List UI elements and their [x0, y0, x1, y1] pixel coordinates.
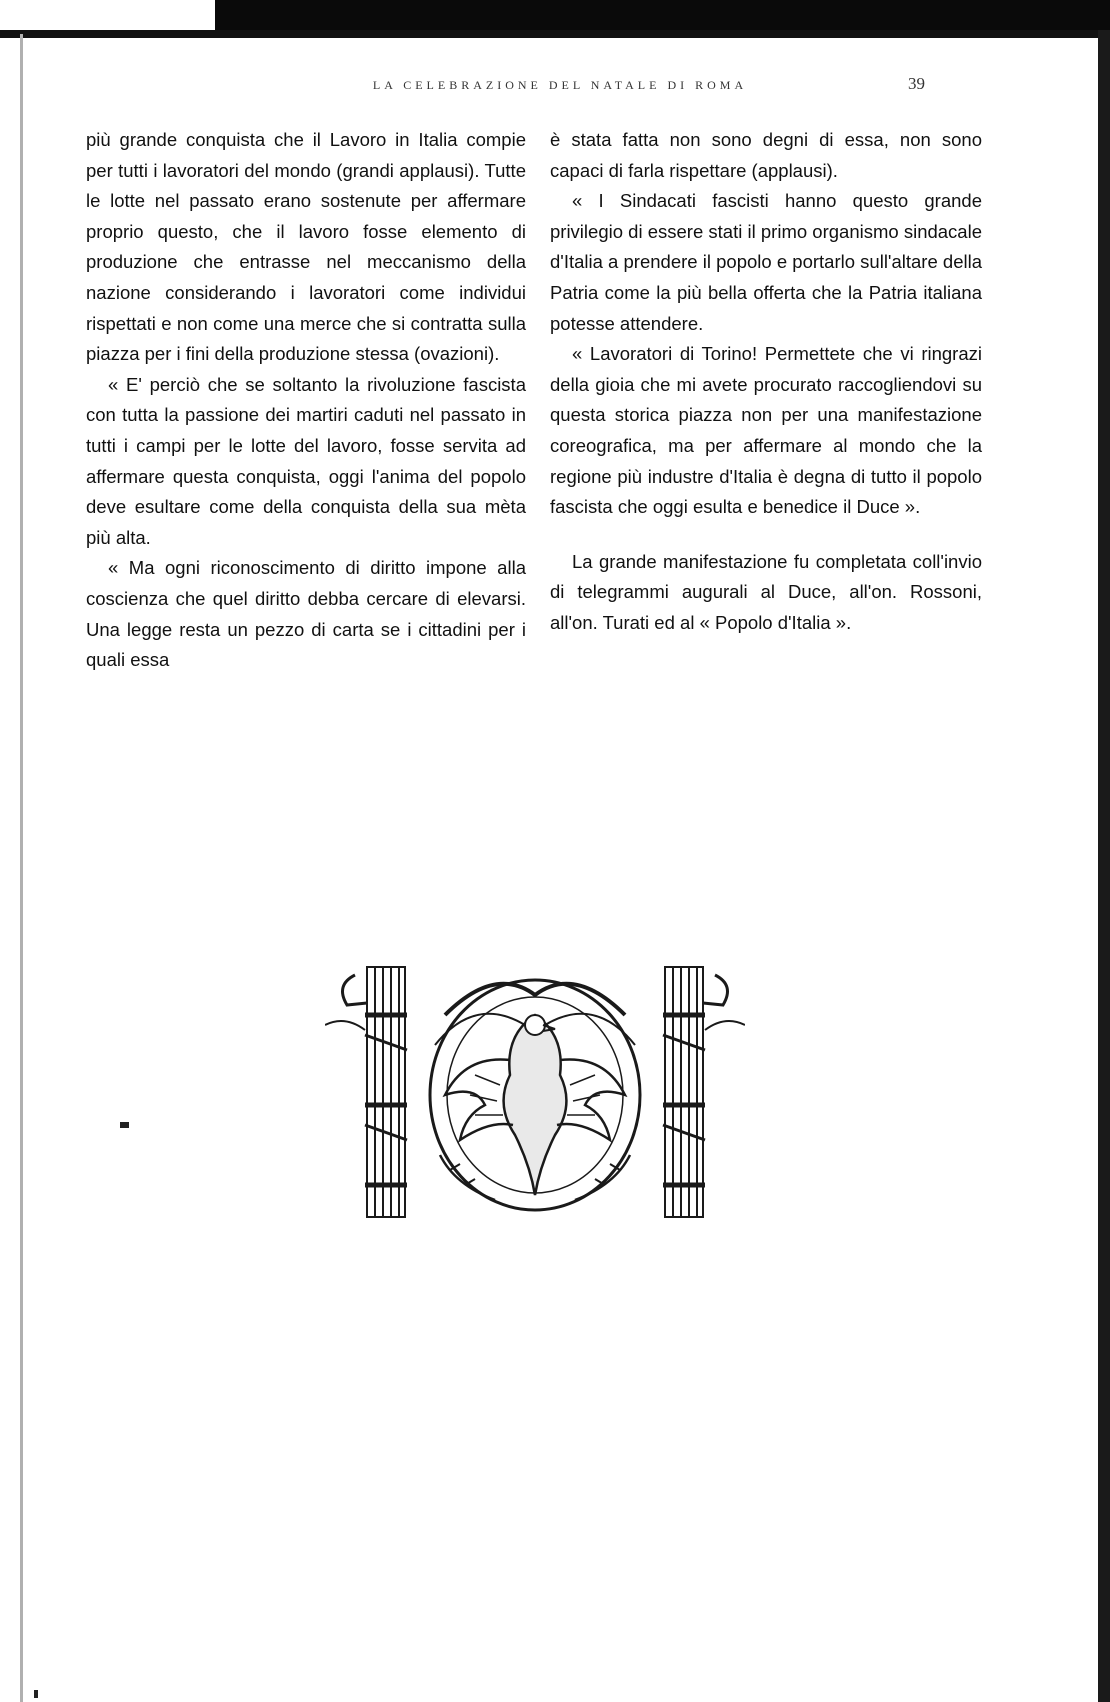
scan-top-border	[0, 30, 1110, 38]
paragraph: più grande conquista che il Lavoro in Italia compie per tutti i lavoratori del mondo (grandi applausi). Tutte le lotte nel passato erano sostenute per affermare proprio questo, che il lavoro fosse elemento di produzione che entrasse nel meccanismo della nazione considerando i lavoratori come individui rispettati e non come una merce che si contratta sulla piazza per i fini della produzione stessa (ovazioni).	[86, 129, 526, 365]
paragraph: « E' perciò che se soltanto la rivoluzione fascista con tutta la passione dei martiri caduti nel passato in tutti i campi per le lotte del lavoro, fosse servita ad affermare questa conquista, oggi l'anima del popolo deve esultare come della conquista della sua mèta più alta.	[86, 373, 526, 548]
left-text-column	[86, 125, 526, 676]
scan-top-band	[215, 0, 1110, 34]
running-title: LA CELEBRAZIONE DEL NATALE DI ROMA	[372, 78, 748, 92]
closing-paragraph: La grande manifestazione fu completata coll'invio di telegrammi augurali al Duce, all'on. Rossoni, all'on. Turati ed al « Popolo d'Italia ».	[550, 550, 982, 633]
paragraph: è stata fatta non sono degni di essa, non sono capaci di farla rispettare (applausi).	[550, 129, 982, 181]
right-text-column	[550, 125, 982, 639]
page-number: 39	[908, 74, 925, 93]
scan-speck	[120, 1122, 129, 1128]
fasces-eagle-emblem-icon	[325, 955, 745, 1220]
paragraph: « Ma ogni riconoscimento di diritto impone alla coscienza che quel diritto debba cercare di elevarsi. Una legge resta un pezzo di carta se i cittadini per i quali essa	[86, 557, 526, 671]
scan-right-border	[1098, 30, 1110, 1702]
scan-speck	[34, 1690, 38, 1698]
scan-left-border	[20, 34, 23, 1702]
paragraph: « Lavoratori di Torino! Permettete che vi ringrazi della gioia che mi avete procurato raccogliendovi su questa storica piazza non per una manifestazione coreografica, ma per affermare al mondo che la regione più industre d'Italia è degna di tutto il popolo fascista che oggi esulta e benedice il Duce ».	[550, 343, 982, 518]
paragraph: « I Sindacati fascisti hanno questo grande privilegio di essere stati il primo organismo sindacale d'Italia a prendere il popolo e portarlo sull'altare della Patria come la più bella offerta che la Patria italiana potesse attendere.	[550, 190, 982, 334]
